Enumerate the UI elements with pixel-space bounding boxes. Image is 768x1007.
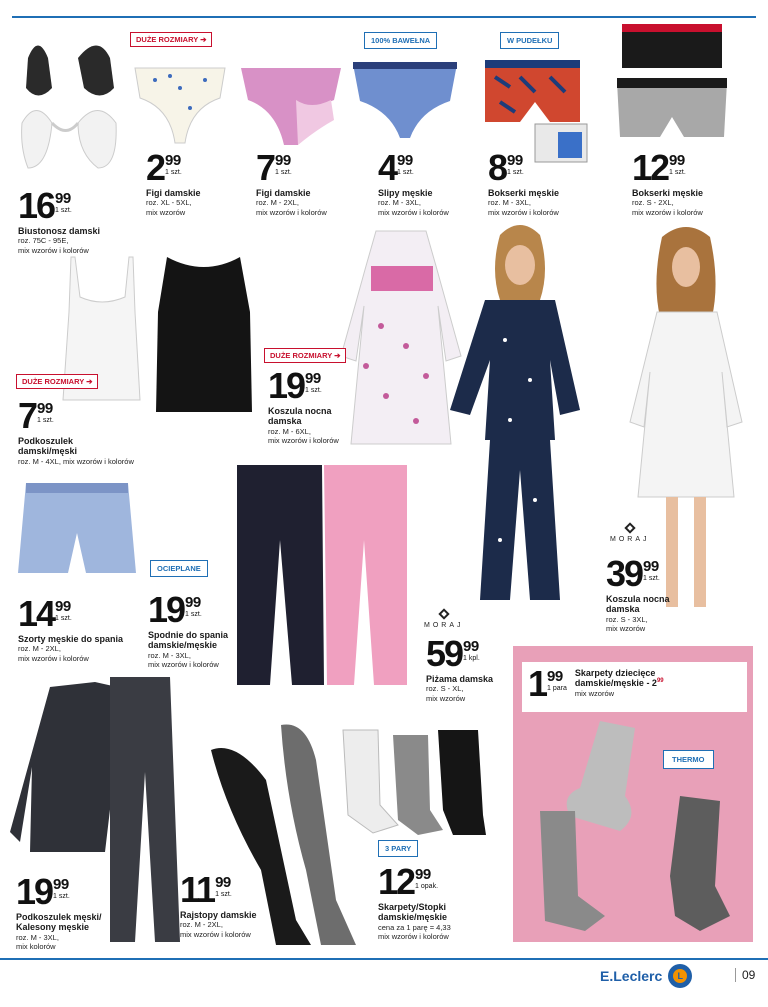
insulated-tag: OCIEPLANE (150, 560, 208, 577)
product-nightgown (606, 553, 686, 634)
briefs-large-image (130, 58, 230, 146)
product-name: Figi damskie (146, 188, 201, 198)
product-desc: mix wzorów (574, 688, 615, 698)
price: 19 99 1 szt. (268, 365, 322, 406)
product-name: Szorty męskie do spania (18, 634, 124, 644)
shorts-image (16, 478, 138, 578)
product-thermal (16, 871, 126, 952)
product-desc: mix wzorów i kolorów (632, 207, 703, 217)
product-desc: roz. S - 3XL, (606, 614, 648, 624)
product-boxers-box (488, 147, 598, 217)
diamond-icon (438, 608, 449, 619)
product-briefs-large (146, 147, 246, 217)
price: 11 99 1 szt. (180, 869, 232, 910)
product-name: Spodnie do spania damskie/męskie (148, 630, 229, 651)
product-boxers (632, 147, 752, 217)
price: 8 99 1 szt. (488, 147, 524, 188)
product-kids-socks (522, 662, 747, 712)
product-desc: roz. S - XL, (426, 684, 464, 694)
price: 7 99 1 szt. (18, 395, 54, 436)
product-name: Piżama damska (426, 674, 494, 684)
diamond-icon (624, 522, 635, 533)
product-desc: roz. S - 2XL, (632, 198, 674, 208)
moraj-logo: MORAJ (610, 524, 650, 543)
product-pajamas (426, 633, 516, 703)
product-desc: mix wzorów i kolorów (148, 660, 219, 670)
product-name: Figi damskie (256, 188, 311, 198)
price: 2 99 1 szt. (146, 147, 182, 188)
product-desc: roz. 75C - 95E, (18, 236, 69, 246)
arrow-right-icon: ➔ (86, 377, 93, 386)
sleep-pants-image (232, 460, 410, 688)
product-shorts (18, 593, 138, 663)
product-desc: mix wzorów (146, 207, 186, 217)
product-desc: roz. M - 2XL, (256, 198, 299, 208)
product-desc: roz. M - 4XL, mix wzorów i kolorów (18, 456, 134, 466)
in-box-tag: W PUDEŁKU (500, 32, 559, 49)
mens-slips-image (350, 56, 460, 140)
product-desc: mix wzorów i kolorów (378, 932, 449, 942)
product-name: Bokserki męskie (632, 188, 704, 198)
product-desc: roz. M - 2XL, (18, 644, 61, 654)
product-tights (180, 869, 280, 939)
page-number: 09 (735, 968, 755, 982)
product-name: Biustonosz damski (18, 226, 101, 236)
thermo-tag: THERMO (663, 750, 714, 769)
leclerc-emblem-icon: L (668, 964, 692, 988)
product-desc: mix wzorów (606, 624, 646, 634)
product-name: Koszula nocna damska (268, 406, 332, 427)
pajamas-image (410, 220, 624, 612)
product-desc: roz. M - 3XL, (148, 650, 191, 660)
product-name: Podkoszulek damski/męski (18, 436, 78, 457)
product-desc: mix kolorów (16, 942, 56, 952)
product-name: Slipy męskie (378, 188, 433, 198)
product-desc: mix wzorów i kolorów (488, 207, 559, 217)
product-desc: mix wzorów i kolorów (256, 207, 327, 217)
large-sizes-tag: DUŻE ROZMIARY ➔ (264, 348, 346, 363)
price: 12 99 1 szt. (632, 147, 686, 188)
product-desc: roz. M - 2XL, (180, 920, 223, 930)
product-desc: mix wzorów (426, 693, 466, 703)
cotton-tag: 100% BAWEŁNA (364, 32, 437, 49)
product-desc: cena za 1 parę = 4,33 (378, 922, 451, 932)
price: 19 99 1 szt. (16, 871, 70, 912)
product-desc: roz. M - 6XL, (268, 426, 311, 436)
product-name: Skarpety dziecięce damskie/męskie - $2^{99}$ (574, 668, 664, 689)
black-top-image (152, 252, 256, 417)
large-sizes-tag: DUŻE ROZMIARY ➔ (16, 374, 98, 389)
large-sizes-tag: DUŻE ROZMIARY ➔ (130, 32, 212, 47)
product-socks (378, 861, 488, 942)
briefs-image (236, 60, 346, 148)
product-desc: roz. M - 3XL, (488, 198, 531, 208)
product-name: Koszula nocna damska (606, 594, 670, 615)
product-mens-slips (378, 147, 488, 217)
three-pairs-tag: 3 PARY (378, 840, 418, 857)
product-desc: mix wzorów i kolorów (180, 929, 251, 939)
product-briefs (256, 147, 366, 217)
product-desc: mix wzorów i kolorów (18, 653, 89, 663)
product-desc: mix wzorów i kolorów (378, 207, 449, 217)
price: 59 99 1 kpl. (426, 633, 480, 674)
product-desc: roz. M - 3XL, (16, 932, 59, 942)
top-divider (12, 16, 756, 18)
product-name: Skarpety/Stopki damskie/męskie (378, 902, 448, 923)
price: 1 99 1 para (528, 663, 567, 704)
moraj-logo: MORAJ (424, 610, 464, 629)
price: 39 99 1 szt. (606, 553, 660, 594)
arrow-right-icon: ➔ (334, 351, 341, 360)
product-sleep-pants (148, 589, 238, 670)
product-name: Bokserki męskie (488, 188, 560, 198)
leclerc-logo (600, 964, 692, 988)
product-name: Rajstopy damskie (180, 910, 257, 920)
product-desc: roz. XL - 5XL, (146, 198, 192, 208)
price: 7 99 1 szt. (256, 147, 292, 188)
boxers-image (612, 22, 732, 144)
price-superscript: 99 (656, 678, 664, 685)
product-desc: mix wzorów i kolorów (18, 245, 89, 255)
product-desc: mix wzorów i kolorów (268, 436, 339, 446)
brand-name: E.Leclerc (600, 968, 663, 984)
product-nightgown-large (268, 365, 358, 446)
product-undershirt (18, 395, 148, 466)
price: 14 99 1 szt. (18, 593, 72, 634)
bottom-divider (0, 958, 768, 960)
product-name: Podkoszulek męski/ Kalesony męskie (16, 912, 102, 933)
product-desc: roz. M - 3XL, (378, 198, 421, 208)
price: 12 99 1 opak. (378, 861, 439, 902)
bra-image (18, 28, 122, 188)
price: 19 99 1 szt. (148, 589, 202, 630)
price: 16 99 1 szt. (18, 185, 72, 226)
product-bra (18, 185, 128, 255)
price: 4 99 1 szt. (378, 147, 414, 188)
arrow-right-icon: ➔ (200, 35, 207, 44)
socks-image (338, 725, 488, 840)
